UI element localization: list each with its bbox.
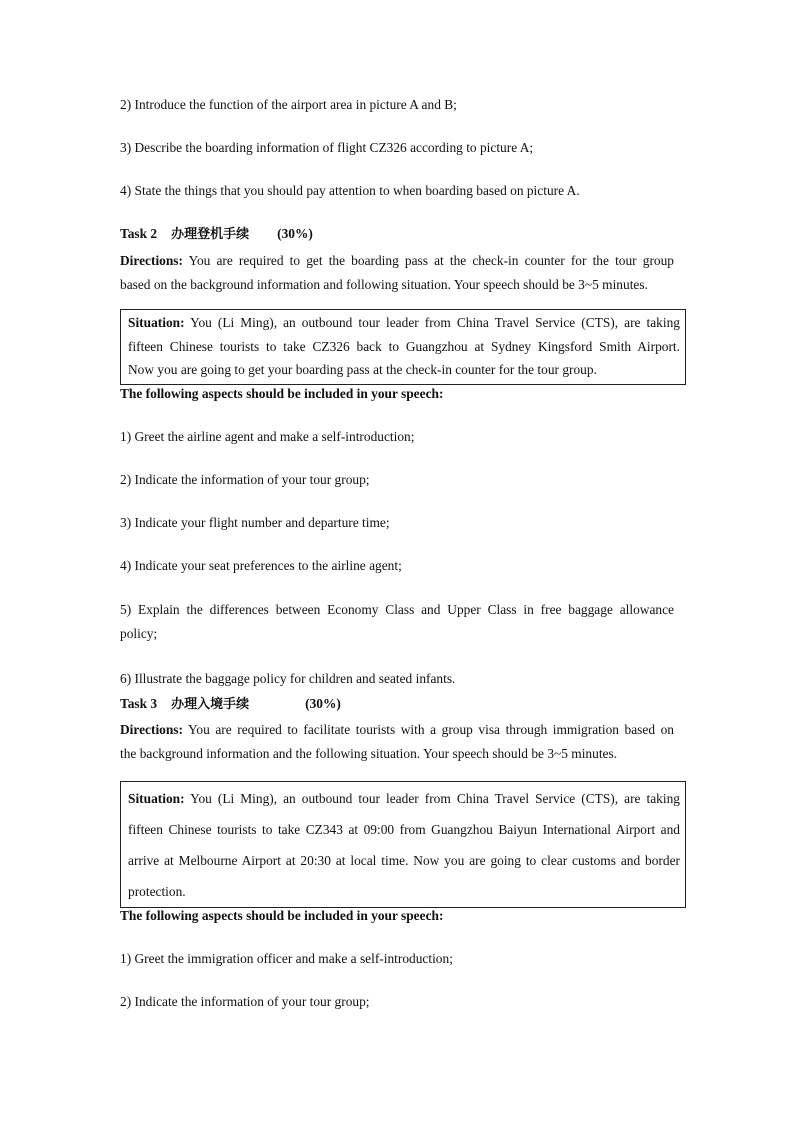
task2-item-4: 4) Indicate your seat preferences to the airline agent; (120, 558, 402, 573)
task3-situation-label: Situation: (128, 791, 185, 806)
task2-situation-label: Situation: (128, 315, 185, 330)
task2-item-3: 3) Indicate your flight number and departure time; (120, 515, 390, 530)
task3-situation-line2: fifteen Chinese tourists to take CZ343 at 09:00 from Guangzhou Baiyun International Airport and (128, 822, 680, 837)
task2-item-5: 5) Explain the differences between Economy Class and Upper Class in free baggage allowance (120, 602, 674, 617)
task2-label: Task 2 (120, 226, 158, 241)
task1-item-2: 2) Introduce the function of the airport area in picture A and B; (120, 97, 457, 112)
task2-directions-line2: based on the background information and following situation. Your speech should be 3~5 minutes. (120, 277, 648, 292)
task2-situation-line2: fifteen Chinese tourists to take CZ326 back to Guangzhou at Sydney Kingsford Smith Airport. (128, 339, 680, 354)
task3-weight: (30%) (305, 696, 341, 711)
task2-weight: (30%) (277, 226, 313, 241)
task3-title: 办理入境手续 (171, 697, 250, 712)
task3-situation-box (120, 781, 686, 908)
task2-directions-label: Directions: (120, 253, 183, 268)
task2-situation-box (120, 309, 686, 385)
task2-aspects-heading: The following aspects should be included in your speech: (120, 386, 444, 401)
task3-heading (120, 696, 341, 713)
task3-directions-label: Directions: (120, 722, 183, 737)
task3-label: Task 3 (120, 696, 158, 711)
task3-directions-line1: Directions: You are required to facilitate tourists with a group visa through immigration based on (120, 722, 674, 737)
task3-directions-line2: the background information and the following situation. Your speech should be 3~5 minutes. (120, 746, 618, 761)
task2-situation-line3: Now you are going to get your boarding pass at the check-in counter for the tour group. (128, 362, 597, 377)
task1-item-3: 3) Describe the boarding information of flight CZ326 according to picture A; (120, 140, 534, 155)
task3-situation-line4: protection. (128, 884, 186, 899)
task1-item-4: 4) State the things that you should pay attention to when boarding based on picture A. (120, 183, 580, 198)
task2-title: 办理登机手续 (171, 227, 250, 242)
task2-item-1: 1) Greet the airline agent and make a self-introduction; (120, 429, 415, 444)
task2-item-5-cont: policy; (120, 626, 158, 641)
task2-heading (120, 226, 313, 243)
task2-directions-line1: Directions: You are required to get the boarding pass at the check-in counter for the tour group (120, 253, 674, 268)
task2-situation-line1: Situation: You (Li Ming), an outbound tour leader from China Travel Service (CTS), are taking (128, 315, 680, 330)
task3-item-2: 2) Indicate the information of your tour group; (120, 994, 370, 1009)
task2-item-2: 2) Indicate the information of your tour group; (120, 472, 370, 487)
task3-situation-line3: arrive at Melbourne Airport at 20:30 at local time. Now you are going to clear customs and border (128, 853, 680, 868)
task3-item-1: 1) Greet the immigration officer and make a self-introduction; (120, 951, 453, 966)
task2-item-6: 6) Illustrate the baggage policy for children and seated infants. (120, 671, 456, 686)
task3-situation-line1: Situation: You (Li Ming), an outbound tour leader from China Travel Service (CTS), are taking (128, 791, 680, 806)
task3-aspects-heading: The following aspects should be included in your speech: (120, 908, 444, 923)
